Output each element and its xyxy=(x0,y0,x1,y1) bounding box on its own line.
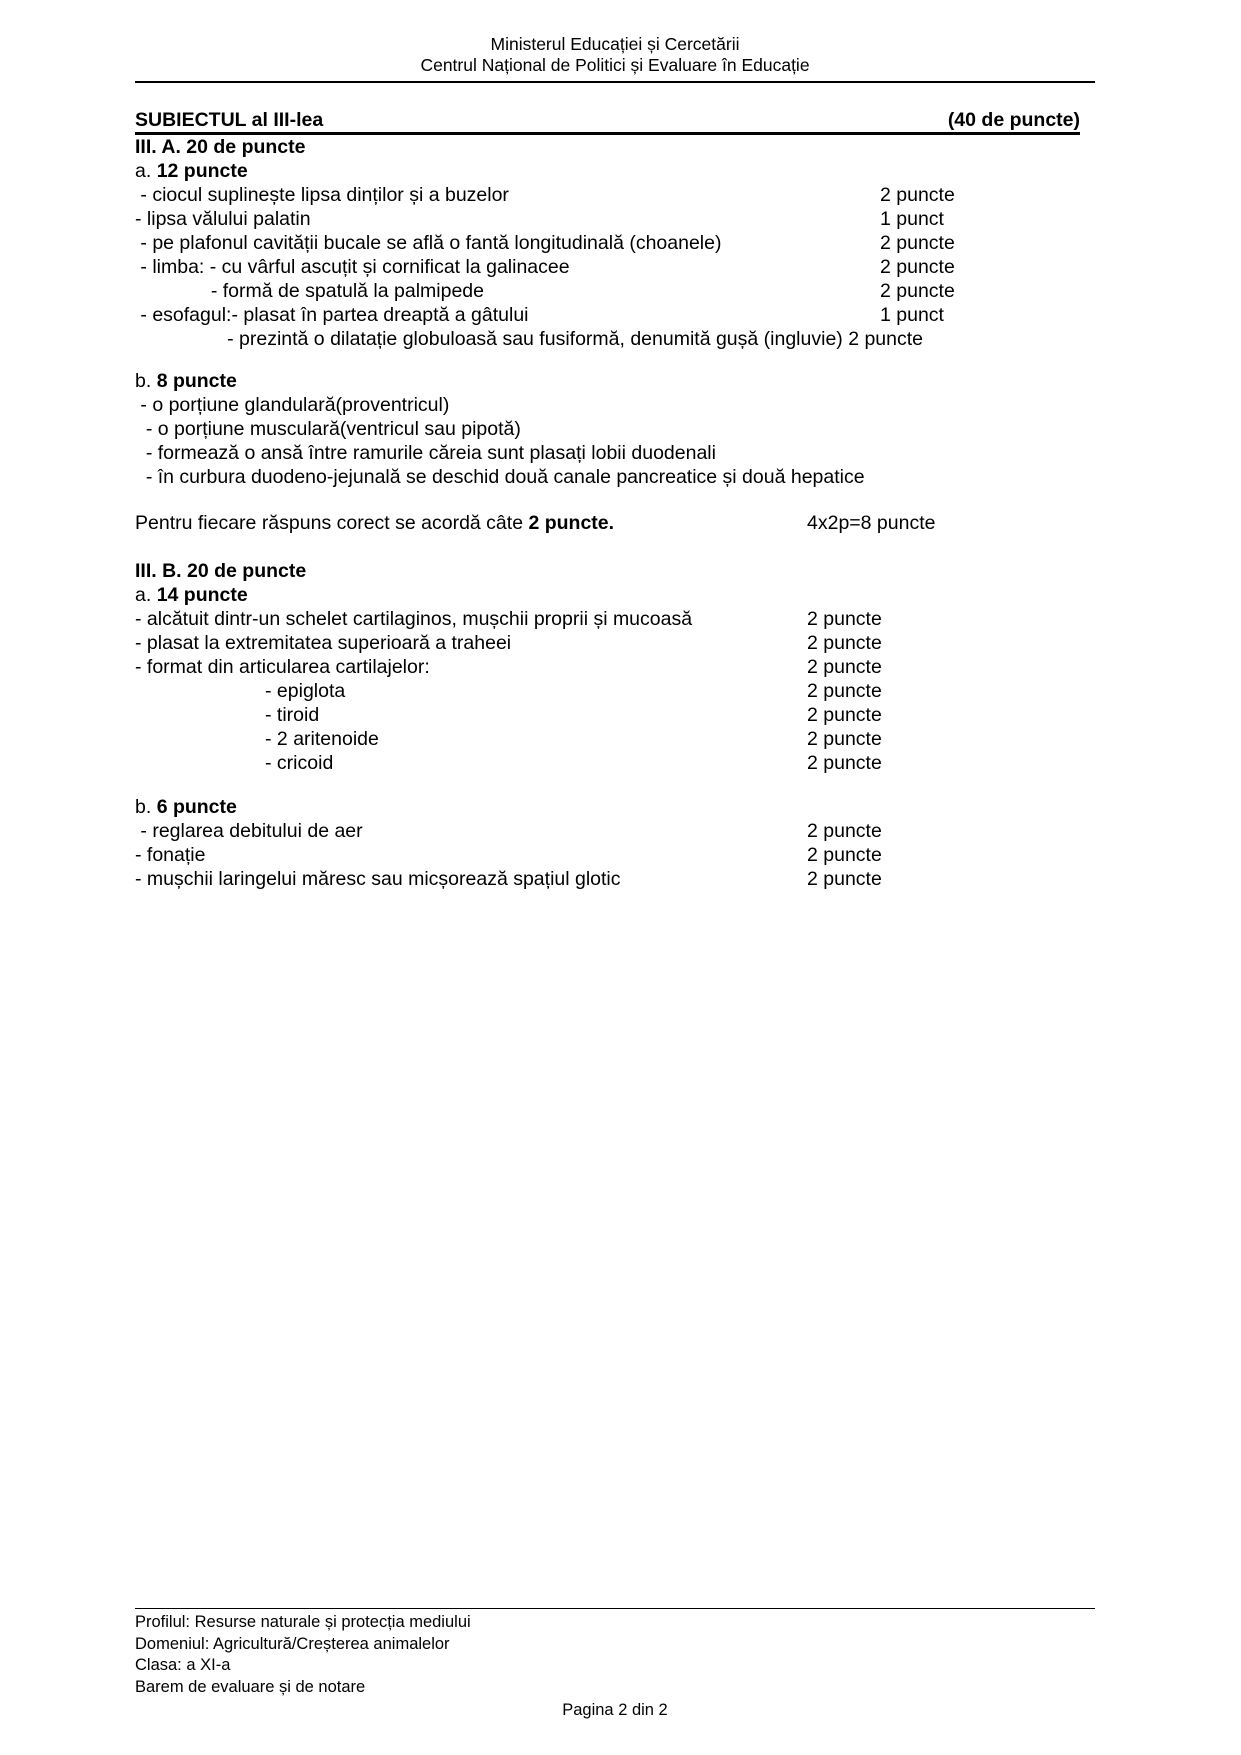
points-value: 2 puncte xyxy=(807,632,882,654)
points-value: 2 puncte xyxy=(807,656,882,678)
page-number: Pagina 2 din 2 xyxy=(562,1701,668,1719)
answer-item xyxy=(135,607,1095,631)
answer-item xyxy=(135,679,1095,703)
subsection-a14 xyxy=(135,583,1095,607)
subsection-a12 xyxy=(135,159,1095,183)
points-value: 2 puncte xyxy=(880,184,955,206)
footer-profile: Profilul: Resurse naturale și protecția mediului xyxy=(135,1613,471,1631)
answer-item xyxy=(135,703,1095,727)
answer-text: - formează o ansă între ramurile căreia sunt plasați lobii duodenali xyxy=(135,442,716,464)
document-header xyxy=(135,34,1095,76)
answer-text: - o porțiune glandulară(proventricul) xyxy=(135,394,450,416)
points-value: 1 punct xyxy=(880,304,944,326)
answer-item xyxy=(135,279,1095,303)
answer-item xyxy=(135,303,1095,327)
points-value: 2 puncte xyxy=(880,256,955,278)
footer-domain: Domeniul: Agricultură/Creșterea animalelor xyxy=(135,1634,450,1653)
subsection-points: 12 puncte xyxy=(156,160,248,182)
answer-item xyxy=(135,867,1095,891)
points-value: 2 puncte xyxy=(807,752,882,774)
subsection-label: a. xyxy=(135,160,157,182)
subsection-label: a. xyxy=(135,584,157,606)
answer-text: - format din articularea cartilajelor: xyxy=(135,656,430,678)
points-value: 2 puncte xyxy=(880,232,955,254)
footer-doc-type: Barem de evaluare și de notare xyxy=(135,1677,366,1696)
ministry-name: Ministerul Educației și Cercetării xyxy=(490,34,740,54)
header-divider xyxy=(135,81,1095,83)
document-body xyxy=(135,108,1095,891)
subject-title: SUBIECTUL al III-lea xyxy=(135,109,324,131)
points-value: 2 puncte xyxy=(807,868,882,890)
answer-item xyxy=(135,819,1095,843)
answer-text: - în curbura duodeno-jejunală se deschid două canale pancreatice și două hepatice xyxy=(135,466,865,488)
answer-text: - ciocul suplinește lipsa dinților și a buzelor xyxy=(135,184,509,206)
subject-total-points: (40 de puncte) xyxy=(947,109,1080,131)
answer-text: - cricoid xyxy=(135,752,334,774)
answer-text: - esofagul:- plasat în partea dreaptă a gâtului xyxy=(135,304,529,326)
points-value: 2 puncte xyxy=(807,820,882,842)
subject-heading xyxy=(135,108,1080,135)
subsection-points: 6 puncte xyxy=(156,796,237,818)
answer-text: - fonație xyxy=(135,844,206,866)
scoring-note xyxy=(135,511,1095,535)
answer-item xyxy=(135,327,1095,351)
note-points-bold: 2 puncte. xyxy=(528,512,615,534)
center-name: Centrul Național de Politici și Evaluare în Educație xyxy=(420,55,810,75)
note-total: 4x2p=8 puncte xyxy=(807,512,936,534)
footer-class: Clasa: a XI-a xyxy=(135,1656,231,1674)
subsection-points: 14 puncte xyxy=(156,584,248,606)
points-value: 2 puncte xyxy=(880,280,955,302)
subsection-label: b. xyxy=(135,370,157,392)
answer-item xyxy=(135,843,1095,867)
answer-item xyxy=(135,183,1095,207)
answer-text: - o porțiune musculară(ventricul sau pipotă) xyxy=(135,418,521,440)
section-b-heading: III. B. 20 de puncte xyxy=(135,560,307,582)
answer-item xyxy=(135,207,1095,231)
answer-item xyxy=(135,393,1095,417)
answer-item xyxy=(135,417,1095,441)
answer-text: - plasat la extremitatea superioară a traheei xyxy=(135,632,512,654)
answer-item xyxy=(135,255,1095,279)
points-value: 2 puncte xyxy=(807,608,882,630)
points-value: 1 punct xyxy=(880,208,944,230)
answer-item xyxy=(135,441,1095,465)
answer-text: - lipsa vălului palatin xyxy=(135,208,311,230)
answer-item xyxy=(135,631,1095,655)
subsection-points: 8 puncte xyxy=(156,370,237,392)
document-footer xyxy=(135,1608,1095,1722)
subsection-b8 xyxy=(135,369,1095,393)
answer-text: - epiglota xyxy=(135,680,346,702)
answer-item xyxy=(135,751,1095,775)
answer-text: - alcătuit dintr-un schelet cartilaginos, mușchii proprii și mucoasă xyxy=(135,608,693,630)
answer-text: - pe plafonul cavității bucale se află o fantă longitudinală (choanele) xyxy=(135,232,722,254)
answer-text: - tiroid xyxy=(135,704,320,726)
subsection-b6 xyxy=(135,795,1095,819)
note-text: Pentru fiecare răspuns corect se acordă câte xyxy=(135,512,529,534)
answer-item xyxy=(135,727,1095,751)
points-value: 2 puncte xyxy=(848,328,924,350)
answer-text: - limba: - cu vârful ascuțit și cornificat la galinacee xyxy=(135,256,570,278)
answer-item xyxy=(135,465,1095,489)
answer-item xyxy=(135,655,1095,679)
points-value: 2 puncte xyxy=(807,680,882,702)
answer-text: - mușchii laringelui măresc sau micșorează spațiul glotic xyxy=(135,868,621,890)
answer-text: - reglarea debitului de aer xyxy=(135,820,363,842)
points-value: 2 puncte xyxy=(807,844,882,866)
points-value: 2 puncte xyxy=(807,704,882,726)
points-value: 2 puncte xyxy=(807,728,882,750)
subsection-label: b. xyxy=(135,796,157,818)
answer-item xyxy=(135,231,1095,255)
answer-text: - formă de spatulă la palmipede xyxy=(135,280,485,302)
answer-text: - prezintă o dilatație globuloasă sau fusiformă, denumită gușă (ingluvie) xyxy=(135,328,849,350)
section-a-heading: III. A. 20 de puncte xyxy=(135,136,306,158)
answer-text: - 2 aritenoide xyxy=(135,728,379,750)
